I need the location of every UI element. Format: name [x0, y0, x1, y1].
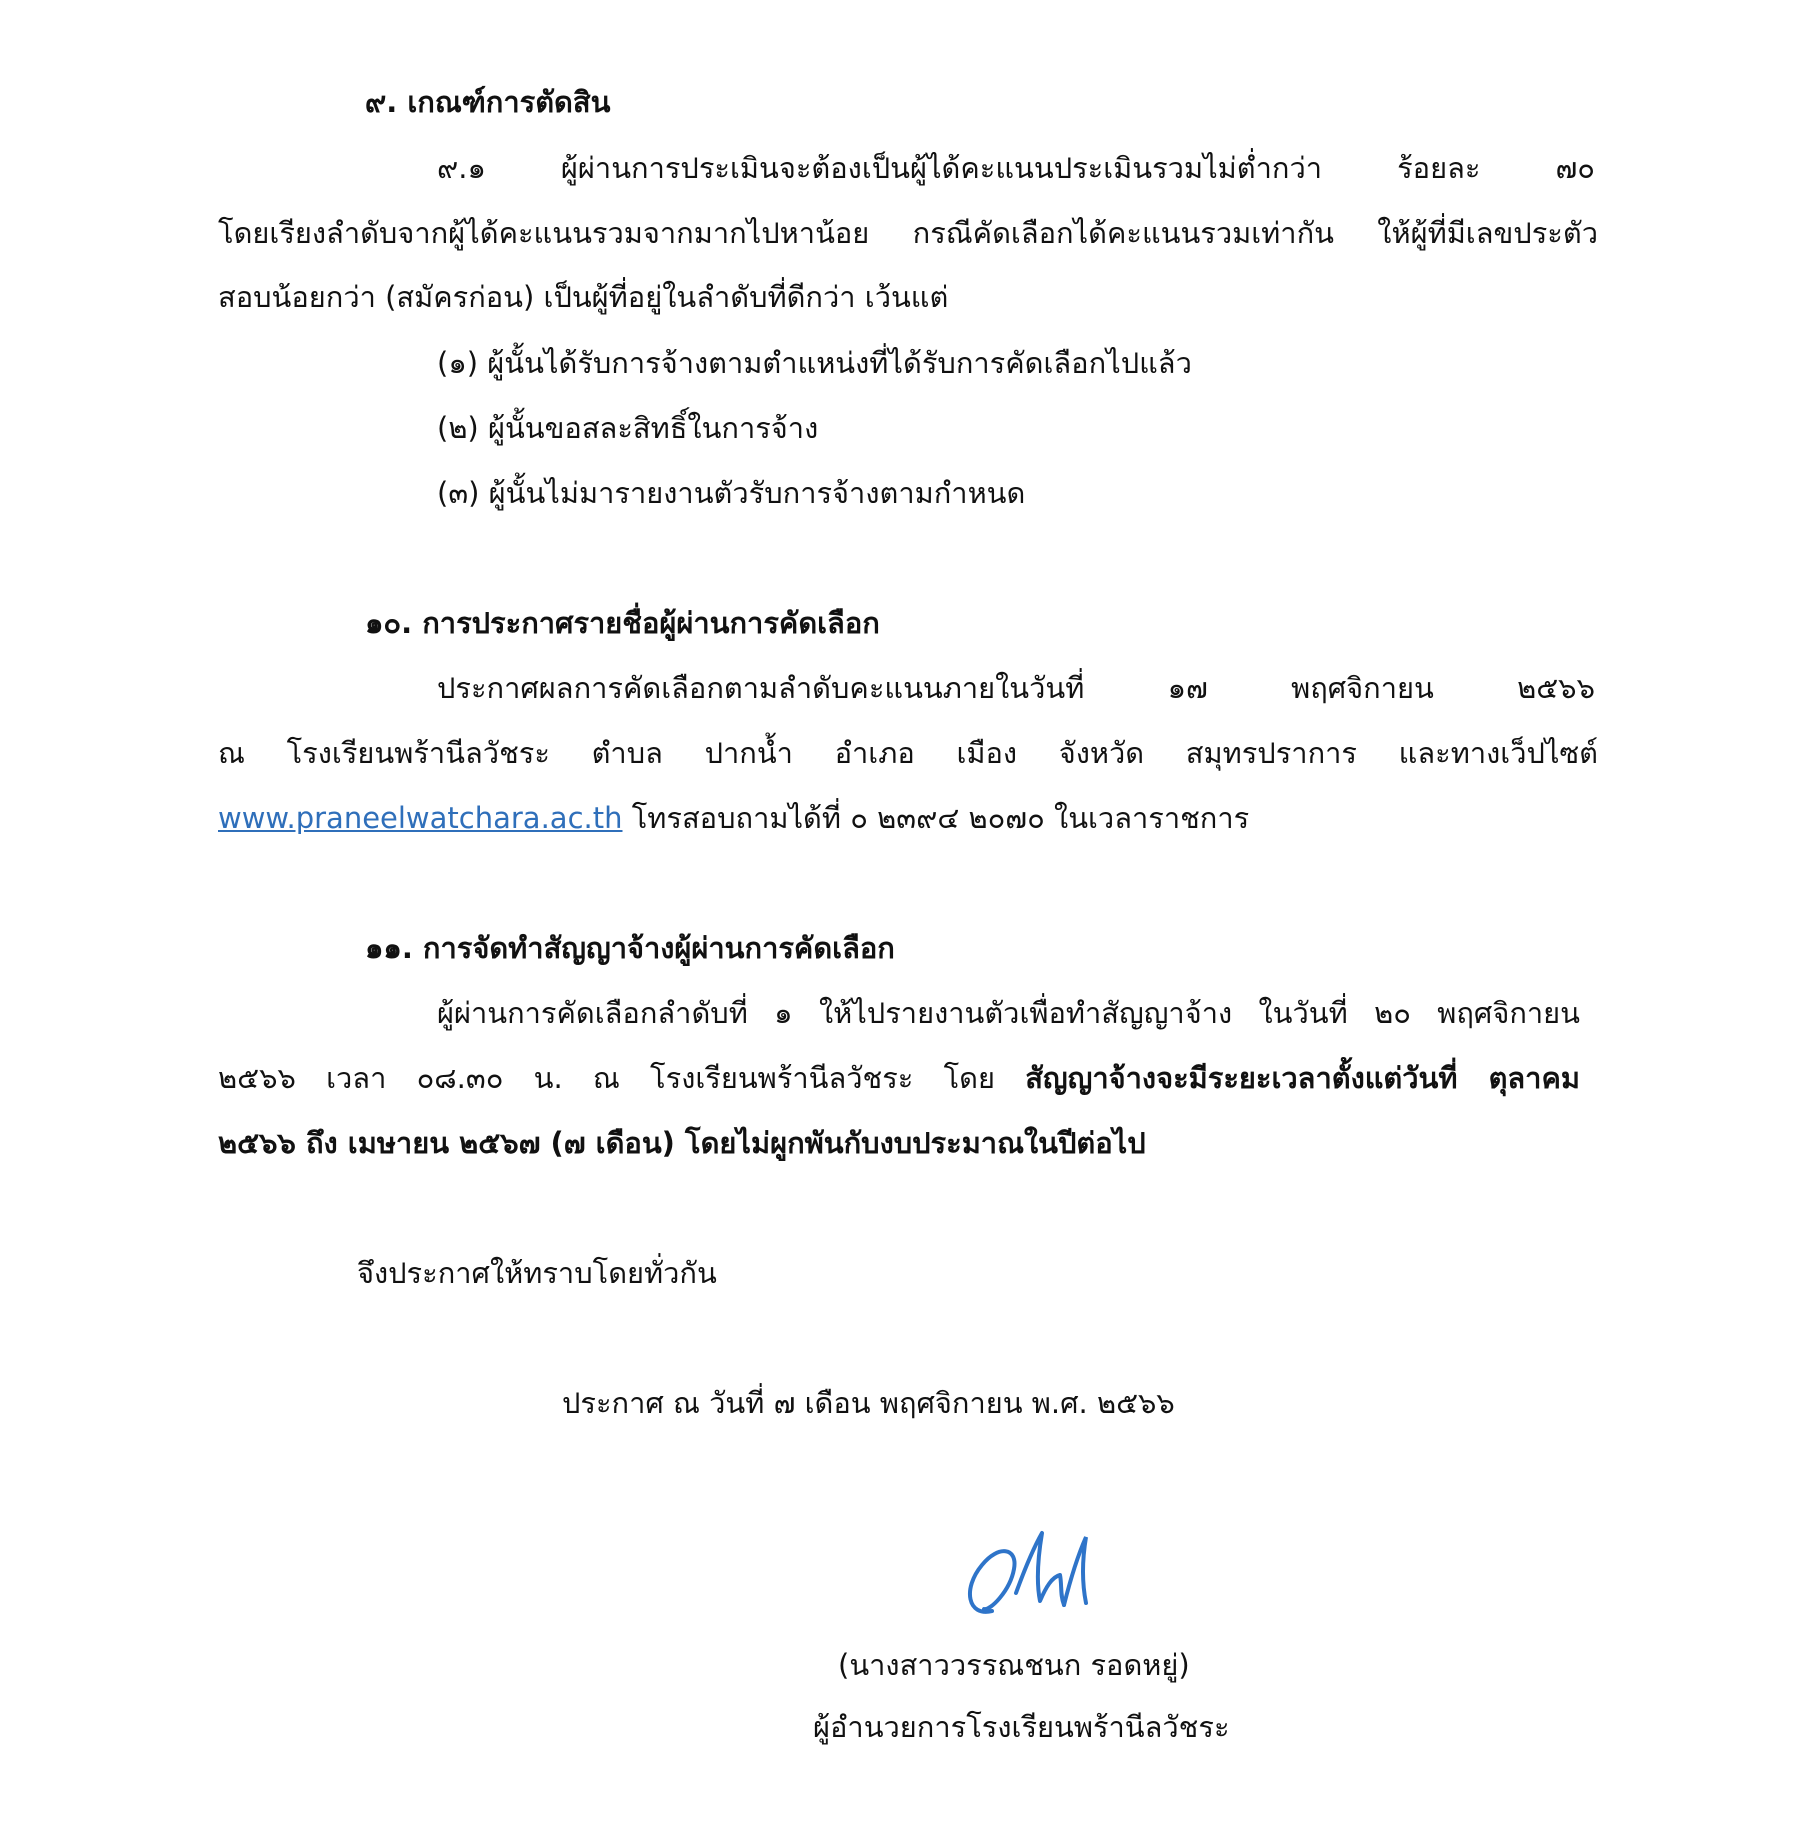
section-10-paragraph-line-1: ประกาศผลการคัดเลือกตามลำดับคะแนนภายในวันที่ ๑๗ พฤศจิกายน ๒๕๖๖ — [437, 671, 1595, 705]
contract-date-text: ๒๕๖๖ เวลา ๐๘.๓๐ น. ณ โรงเรียนพร้านีลวัชระ โดย — [218, 1061, 1026, 1095]
section-9-list-item-2: (๒) ผู้นั้นขอสละสิทธิ์ในการจ้าง — [437, 411, 819, 445]
website-link[interactable]: www.praneelwatchara.ac.th — [218, 801, 623, 835]
section-9-paragraph-line-1: ๙.๑ ผู้ผ่านการประเมินจะต้องเป็นผู้ได้คะแนนประเมินรวมไม่ต่ำกว่า ร้อยละ ๗๐ — [437, 151, 1595, 185]
section-10-paragraph-line-2: ณ โรงเรียนพร้านีลวัชระ ตำบล ปากน้ำ อำเภอ เมือง จังหวัด สมุทรปราการ และทางเว็ปไซต์ — [218, 736, 1598, 770]
section-11-paragraph-line-3: ๒๕๖๖ ถึง เมษายน ๒๕๖๗ (๗ เดือน) โดยไม่ผูกพันกับงบประมาณในปีต่อไป — [218, 1126, 1146, 1160]
section-11-heading: ๑๑. การจัดทำสัญญาจ้างผู้ผ่านการคัดเลือก — [365, 931, 895, 965]
closing-statement: จึงประกาศให้ทราบโดยทั่วกัน — [357, 1256, 717, 1290]
announcement-date: ประกาศ ณ วันที่ ๗ เดือน พฤศจิกายน พ.ศ. ๒๕๖๖ — [562, 1386, 1175, 1420]
section-11-paragraph-line-1: ผู้ผ่านการคัดเลือกลำดับที่ ๑ ให้ไปรายงานตัวเพื่อทำสัญญาจ้าง ในวันที่ ๒๐ พฤศจิกายน — [437, 996, 1580, 1030]
section-9-paragraph-line-2: โดยเรียงลำดับจากผู้ได้คะแนนรวมจากมากไปหาน้อย กรณีคัดเลือกได้คะแนนรวมเท่ากัน ให้ผู้ที่มีเลขประตัว — [218, 216, 1598, 250]
section-10-heading: ๑๐. การประกาศรายชื่อผู้ผ่านการคัดเลือก — [365, 606, 880, 640]
section-9-heading: ๙. เกณฑ์การตัดสิน — [365, 85, 611, 119]
signer-title: ผู้อำนวยการโรงเรียนพร้านีลวัชระ — [813, 1710, 1230, 1744]
section-10-paragraph-line-3 — [218, 798, 1249, 838]
section-11-paragraph-line-2 — [218, 1058, 1580, 1098]
contract-period-text: สัญญาจ้างจะมีระยะเวลาตั้งแต่วันที่ ตุลาคม — [1025, 1061, 1580, 1095]
section-9-list-item-3: (๓) ผู้นั้นไม่มารายงานตัวรับการจ้างตามกำหนด — [437, 476, 1026, 510]
section-9-list-item-1: (๑) ผู้นั้นได้รับการจ้างตามตำแหน่งที่ได้รับการคัดเลือกไปแล้ว — [437, 346, 1192, 380]
signer-name: (นางสาววรรณชนก รอดหยู่) — [838, 1648, 1190, 1682]
signature-image — [960, 1525, 1105, 1620]
phone-contact-text: โทรสอบถามได้ที่ ๐ ๒๓๙๔ ๒๐๗๐ ในเวลาราชการ — [622, 801, 1250, 835]
section-9-paragraph-line-3: สอบน้อยกว่า (สมัครก่อน) เป็นผู้ที่อยู่ในลำดับที่ดีกว่า เว้นแต่ — [218, 280, 949, 314]
